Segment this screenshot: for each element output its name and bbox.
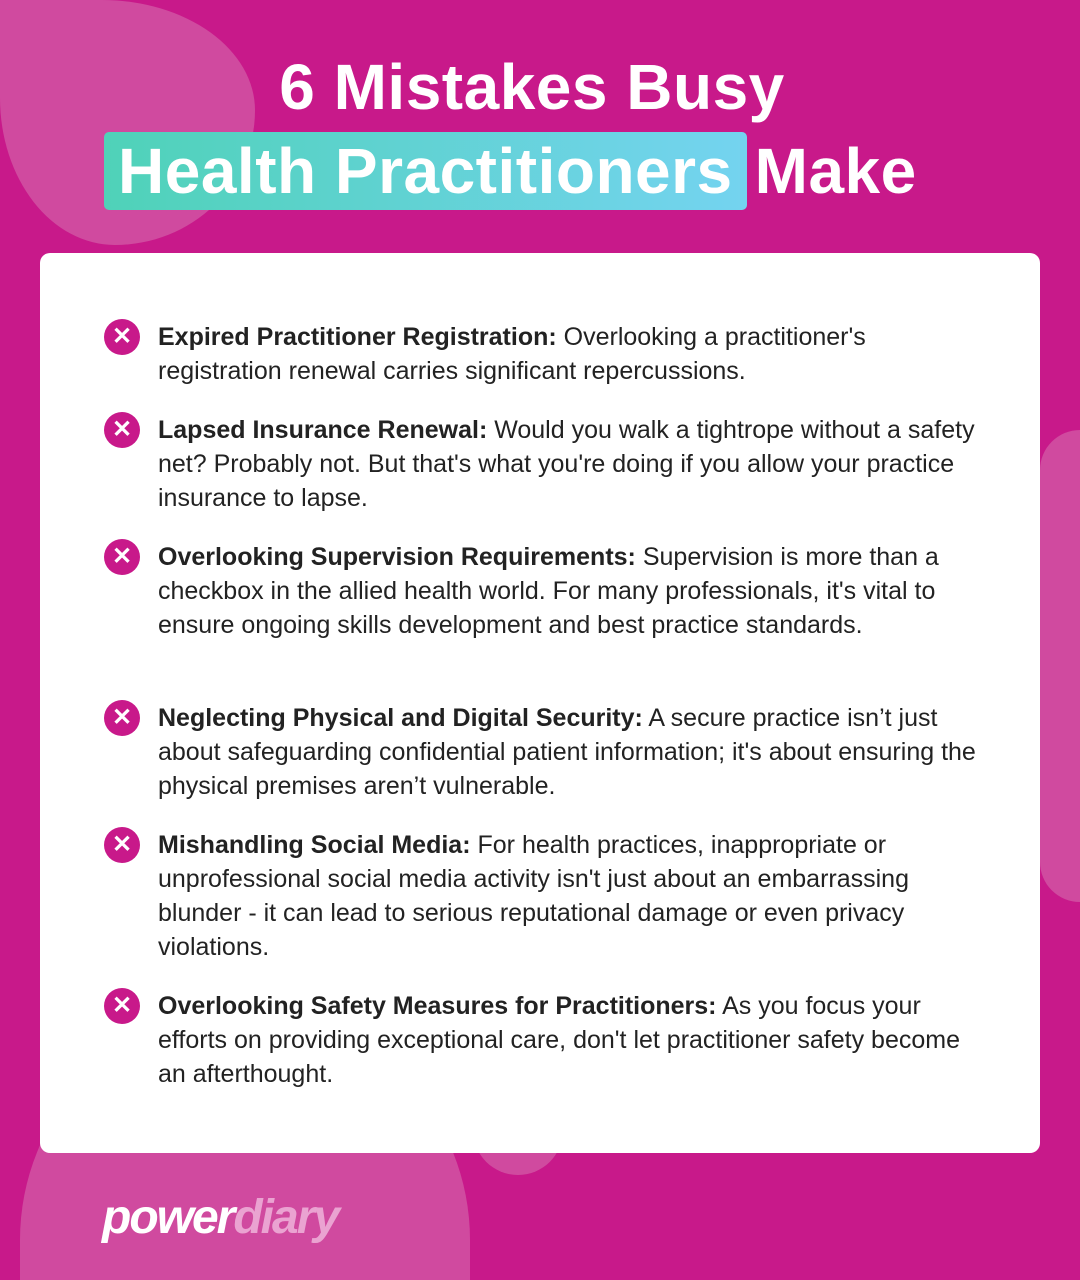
item-text: Overlooking a practitioner's registration renewal carries significant repercussions. xyxy=(158,323,866,385)
item-text: As you focus your efforts on providing exceptional care, don't let practitioner safety become an afterthought. xyxy=(158,992,960,1088)
item-heading: Neglecting Physical and Digital Security: xyxy=(158,704,643,732)
x-circle-icon: ✕ xyxy=(104,412,140,448)
list-item xyxy=(111,828,988,964)
title-line-1: 6 Mistakes Busy xyxy=(279,51,785,123)
item-text: A secure practice isn’t just about safeguarding confidential patient information; it's about ensuring the physical premises aren’t vulnerable. xyxy=(158,704,976,800)
item-heading: Mishandling Social Media: xyxy=(158,831,471,859)
item-heading: Expired Practitioner Registration: xyxy=(158,323,557,351)
logo-diary: diary xyxy=(233,1191,339,1244)
title-rest: Make xyxy=(754,135,917,207)
x-circle-icon: ✕ xyxy=(104,988,140,1024)
title-highlight: Health Practitioners xyxy=(104,132,747,210)
list-item xyxy=(111,701,988,803)
x-circle-icon: ✕ xyxy=(104,319,140,355)
decor-shape xyxy=(1040,430,1080,902)
item-heading: Lapsed Insurance Renewal: xyxy=(158,416,488,444)
list-item xyxy=(111,413,988,515)
title-line-2 xyxy=(104,132,917,210)
x-circle-icon: ✕ xyxy=(104,827,140,863)
item-text: For health practices, inappropriate or unprofessional social media activity isn't just about an embarrassing blunder - it can lead to serious reputational damage or even privacy violations. xyxy=(158,831,909,961)
list-item xyxy=(111,989,988,1091)
logo-power: power xyxy=(102,1191,234,1244)
item-heading: Overlooking Supervision Requirements: xyxy=(158,543,636,571)
x-circle-icon: ✕ xyxy=(104,700,140,736)
powerdiary-logo xyxy=(102,1190,338,1245)
mistakes-card xyxy=(40,253,1040,1153)
list-item xyxy=(111,540,988,642)
item-heading: Overlooking Safety Measures for Practitioners: xyxy=(158,992,717,1020)
x-circle-icon: ✕ xyxy=(104,539,140,575)
item-text: Supervision is more than a checkbox in the allied health world. For many professionals, it's vital to ensure ongoing skills development and best practice standards. xyxy=(158,543,939,639)
list-item xyxy=(111,320,988,388)
item-text: Would you walk a tightrope without a safety net? Probably not. But that's what you're doing if you allow your practice insurance to lapse. xyxy=(158,416,975,512)
